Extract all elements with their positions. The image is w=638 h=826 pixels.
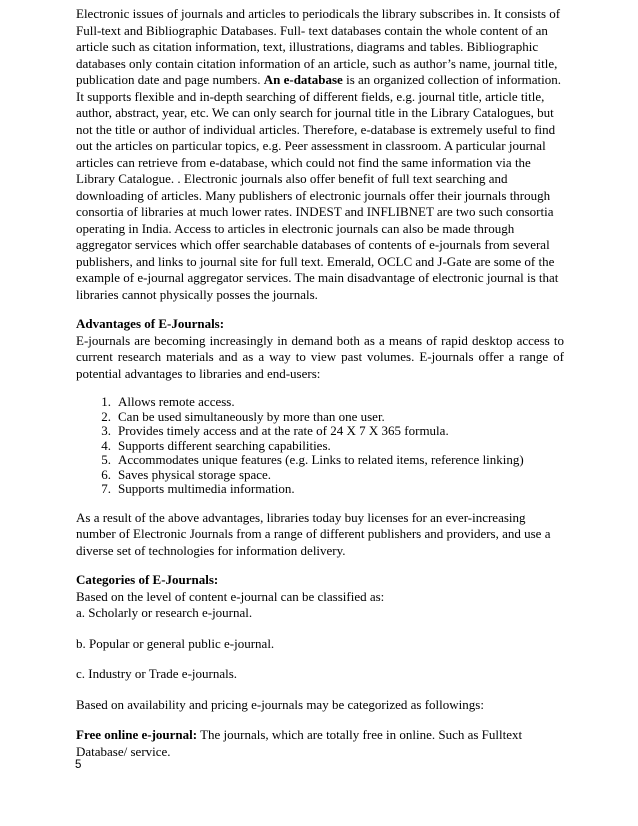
free-online-paragraph (76, 727, 564, 760)
intro-text-part1: Electronic issues of journals and articles to periodicals the library subscribes in. It consists of Full-text and Bibliographic Databases. Full- text databases contain the whole content of an article such as citation information, text, illustrations, diagrams and tables. Bibliographic databases only contain citation information of an article, such as author’s name, journal title, publication date and page numbers. (76, 6, 561, 87)
list-item-number: 7. (101, 481, 111, 496)
result-paragraph: As a result of the above advantages, libraries today buy licenses for an ever-increasing number of Electronic Journals from a range of different publishers and providers, and use a diverse set of technologies for information delivery. (76, 509, 551, 558)
list-item-number: 4. (101, 437, 111, 453)
list-item (76, 453, 564, 468)
categories-heading: Categories of E-Journals: (76, 572, 219, 587)
list-item-number: 5. (101, 452, 111, 467)
e-database-term: An e-database (263, 72, 343, 87)
spacer (76, 559, 564, 572)
spacer (76, 713, 564, 727)
page-number: 5 (75, 759, 82, 771)
spacer (76, 303, 564, 316)
free-online-text: The journals, which are totally free in online. Such as Fulltext Database/ service. (76, 727, 523, 759)
spacer (76, 683, 564, 697)
intro-paragraph (76, 6, 564, 303)
list-item (76, 410, 564, 425)
list-item (76, 468, 564, 483)
list-item-text: Saves physical storage space. (118, 466, 272, 482)
list-item-text: Accommodates unique features (e.g. Links to related items, reference linking) (118, 452, 524, 467)
list-item-text: Can be used simultaneously by more than one user. (118, 408, 385, 424)
list-item-number: 1. (101, 394, 111, 409)
list-item-number: 2. (101, 408, 111, 424)
list-item (76, 439, 564, 454)
list-item-text: Allows remote access. (118, 394, 235, 409)
advantages-paragraph: E-journals are becoming increasingly in demand both as a means of rapid desktop access to current research materials and as a way to view past volumes. E-journals offer a range of potential advantages to libraries and end-users: (76, 332, 564, 381)
category-b: b. Popular or general public e-journal. (76, 635, 275, 651)
intro-text-part2: is an organized collection of information. It supports flexible and in-depth searching of different fields, e.g. journal title, article title, author, abstract, year, etc. We can only search for journal title in the Library Catalogues, but not the title or author of individual articles. Therefore, e-database is extremely useful to find out the articles on particular topics, e.g. Peer assessment in classroom. A particular journal articles can retrieve from e-database, which could not find the same information via the Library Catalogue. . Electronic journals also offer benefit of full text searching and downloading of articles. Many publishers of electronic journals offer their journals through consortia of libraries at much lower rates. INDEST and INFLIBNET are two such consortia operating in India. Access to articles in electronic journals can also be made through aggregator services which offer searchable databases of contents of e-journals from several publishers, and links to journal site for full text. Emerald, OCLC and J-Gate are some of the example of e-journal aggregator services. The main disadvantage of electronic journal is that libraries cannot physically posses the journals. (76, 72, 561, 302)
list-item-text: Supports different searching capabilities. (118, 437, 331, 453)
list-item-text: Provides timely access and at the rate of 24 X 7 X 365 formula. (118, 423, 449, 438)
category-c: c. Industry or Trade e-journals. (76, 666, 238, 681)
list-item-number: 6. (101, 466, 111, 482)
advantages-heading: Advantages of E-Journals: (76, 316, 225, 331)
category-a: a. Scholarly or research e-journal. (76, 605, 253, 620)
categories-intro: Based on the level of content e-journal can be classified as: (76, 588, 385, 604)
list-item-text: Supports multimedia information. (118, 481, 295, 496)
availability-paragraph: Based on availability and pricing e-journals may be categorized as followings: (76, 696, 484, 712)
list-item-number: 3. (101, 423, 111, 438)
spacer (76, 622, 564, 636)
list-item (76, 482, 564, 497)
free-online-term: Free online e-journal: (76, 727, 198, 742)
advantages-list (76, 395, 564, 497)
list-item (76, 395, 564, 410)
spacer (76, 652, 564, 666)
list-item (76, 424, 564, 439)
page-content (76, 6, 564, 760)
